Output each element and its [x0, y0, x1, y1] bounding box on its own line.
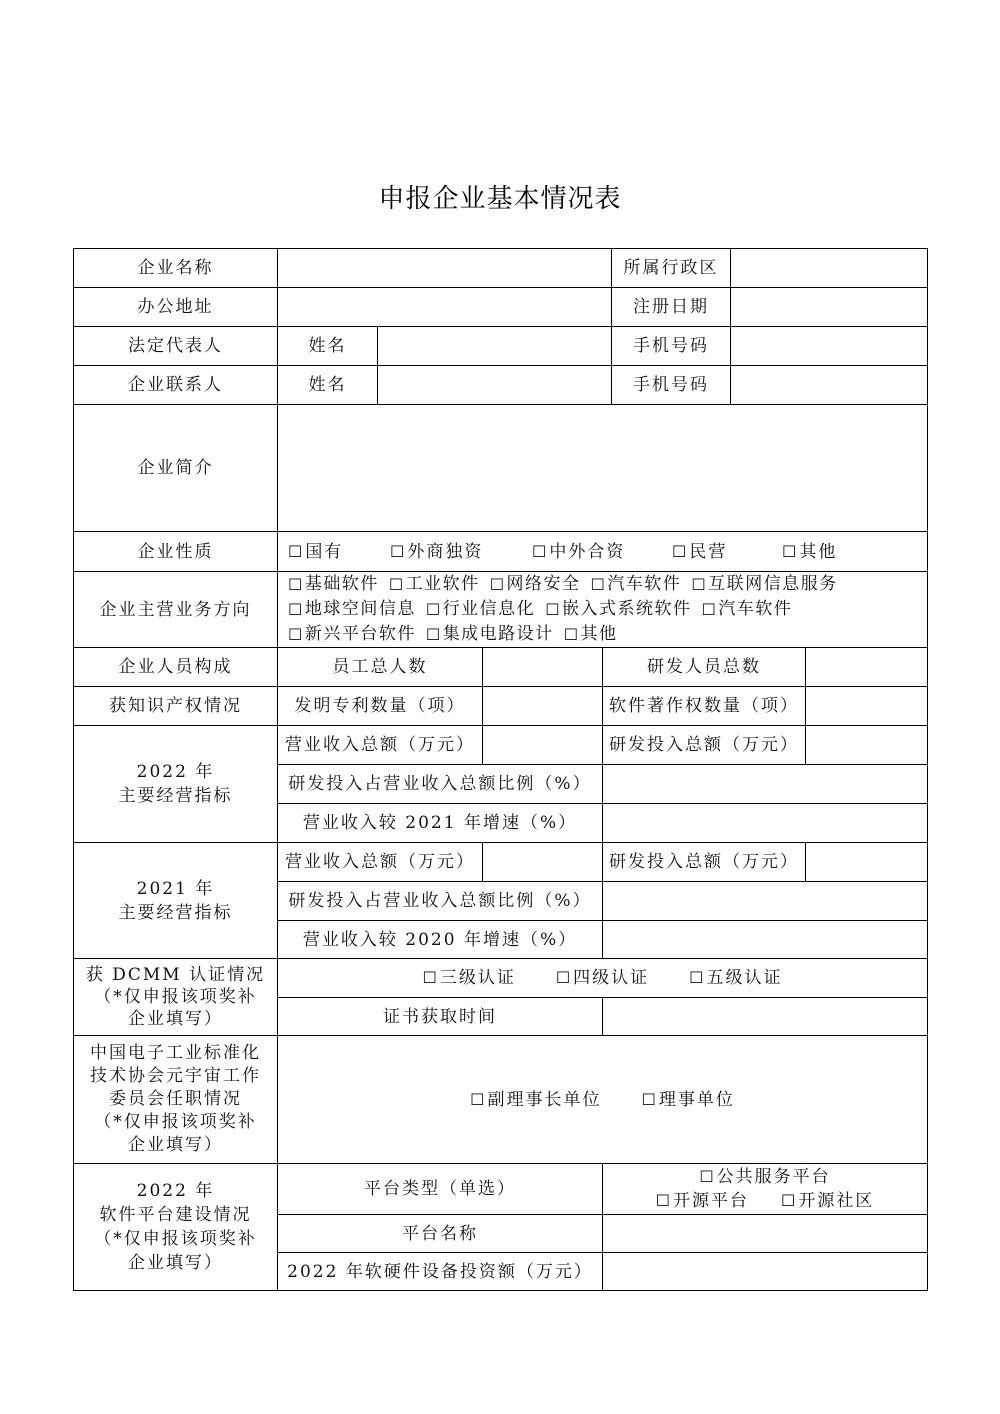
ops-2021-ratio-label: 研发投入占营业收入总额比例（%）: [277, 881, 603, 921]
dcmm-label: 获 DCMM 认证情况 （*仅申报该项奖补 企业填写）: [73, 958, 278, 1036]
dcmm-option-level5[interactable]: ☐ 五级认证: [689, 968, 783, 988]
checkbox-icon: ☐: [489, 575, 506, 594]
staff-total-label: 员工总人数: [277, 647, 483, 687]
ops-2022-rd-invest-field[interactable]: [805, 725, 928, 765]
checkbox-icon: ☐: [689, 968, 706, 987]
nature-option-joint[interactable]: ☐ 中外合资: [532, 541, 626, 562]
ops-2021-label: 2021 年 主要经营指标: [73, 842, 278, 959]
business-option[interactable]: ☐ 汽车软件: [591, 572, 682, 597]
business-option[interactable]: ☐ 其他: [564, 622, 618, 647]
platform-label: 2022 年 软件平台建设情况 （*仅申报该项奖补 企业填写）: [73, 1163, 278, 1291]
ops-2021-revenue-label: 营业收入总额（万元）: [277, 842, 483, 882]
platform-name-label: 平台名称: [277, 1214, 603, 1253]
checkbox-icon: ☐: [672, 541, 689, 561]
ops-2022-label: 2022 年 主要经营指标: [73, 725, 278, 843]
business-label: 企业主营业务方向: [73, 571, 278, 648]
nature-label: 企业性质: [73, 531, 278, 572]
checkbox-icon: ☐: [781, 1191, 798, 1210]
platform-type-label: 平台类型（单选）: [277, 1163, 603, 1215]
business-options: [277, 571, 928, 648]
ops-2022-ratio-label: 研发投入占营业收入总额比例（%）: [277, 764, 603, 804]
platform-option-community[interactable]: ☐ 开源社区: [781, 1191, 875, 1211]
platform-option-open-source[interactable]: ☐ 开源平台: [655, 1191, 749, 1211]
business-options-line-1: [288, 572, 838, 597]
investment-field[interactable]: [602, 1252, 928, 1291]
ip-label: 获知识产权情况: [73, 686, 278, 726]
checkbox-icon: ☐: [288, 625, 304, 644]
contact-phone-label: 手机号码: [611, 365, 731, 405]
nature-options: [277, 531, 928, 572]
ops-2021-growth-field[interactable]: [602, 920, 928, 959]
nature-option-private[interactable]: ☐ 民营: [672, 541, 728, 562]
ops-2021-growth-label: 营业收入较 2020 年增速（%）: [277, 920, 603, 959]
checkbox-icon: ☐: [563, 625, 580, 644]
patent-count-label: 发明专利数量（项）: [277, 686, 483, 726]
role-option-director[interactable]: ☐ 理事单位: [641, 1089, 735, 1110]
business-option[interactable]: ☐ 行业信息化: [426, 597, 535, 622]
checkbox-icon: ☐: [532, 541, 549, 561]
business-option[interactable]: ☐ 网络安全: [490, 572, 581, 597]
association-label: 中国电子工业标准化 技术协会元宇宙工作 委员会任职情况 （*仅申报该项奖补 企业填写）: [73, 1035, 278, 1164]
business-option[interactable]: ☐ 工业软件: [389, 572, 480, 597]
contact-name-label: 姓名: [277, 365, 378, 405]
software-copyright-label: 软件著作权数量（项）: [602, 686, 806, 726]
company-name-label: 企业名称: [73, 248, 278, 288]
checkbox-icon: ☐: [545, 600, 562, 619]
business-options-line-3: [288, 622, 618, 647]
checkbox-icon: ☐: [782, 541, 799, 561]
checkbox-icon: ☐: [425, 625, 442, 644]
ops-2022-rd-invest-label: 研发投入总额（万元）: [602, 725, 806, 765]
legal-rep-name-field[interactable]: [377, 326, 612, 366]
staff-label: 企业人员构成: [73, 647, 278, 687]
ops-2022-revenue-label: 营业收入总额（万元）: [277, 725, 483, 765]
nature-option-state[interactable]: ☐ 国有: [288, 541, 344, 562]
legal-rep-label: 法定代表人: [73, 326, 278, 366]
checkbox-icon: ☐: [425, 600, 442, 619]
platform-option-public[interactable]: ☐ 公共服务平台: [699, 1167, 831, 1187]
nature-option-foreign[interactable]: ☐ 外商独资: [390, 541, 484, 562]
region-label: 所属行政区: [611, 248, 731, 288]
ops-2022-growth-label: 营业收入较 2021 年增速（%）: [277, 803, 603, 843]
checkbox-icon: ☐: [288, 541, 305, 561]
ops-2021-revenue-field[interactable]: [482, 842, 603, 882]
role-option-vice-chair[interactable]: ☐ 副理事长单位: [470, 1089, 602, 1110]
ops-2021-rd-invest-label: 研发投入总额（万元）: [602, 842, 806, 882]
platform-options-row: [656, 1189, 875, 1213]
association-options: [277, 1035, 928, 1164]
dcmm-option-level3[interactable]: ☐ 三级认证: [422, 968, 516, 988]
registration-date-field[interactable]: [730, 287, 928, 327]
business-option[interactable]: ☐ 新兴平台软件: [288, 622, 416, 647]
checkbox-icon: ☐: [470, 1089, 487, 1109]
office-address-field[interactable]: [277, 287, 612, 327]
rd-staff-field[interactable]: [805, 647, 928, 687]
contact-label: 企业联系人: [73, 365, 278, 405]
checkbox-icon: ☐: [288, 600, 304, 619]
legal-rep-phone-label: 手机号码: [611, 326, 731, 366]
checkbox-icon: ☐: [390, 541, 407, 561]
business-option[interactable]: ☐ 互联网信息服务: [691, 572, 837, 597]
legal-rep-name-label: 姓名: [277, 326, 378, 366]
platform-type-options: [602, 1163, 928, 1215]
checkbox-icon: ☐: [699, 1167, 716, 1186]
business-options-line-2: [288, 597, 792, 622]
platform-name-field[interactable]: [602, 1214, 928, 1253]
cert-time-label: 证书获取时间: [277, 997, 603, 1036]
investment-label: 2022 年软硬件设备投资额（万元）: [277, 1252, 603, 1291]
business-option[interactable]: ☐ 汽车软件: [702, 597, 793, 622]
dcmm-option-level4[interactable]: ☐ 四级认证: [555, 968, 650, 988]
checkbox-icon: ☐: [641, 1089, 658, 1109]
business-option[interactable]: ☐ 嵌入式系统软件: [545, 597, 691, 622]
staff-total-field[interactable]: [482, 647, 603, 687]
rd-staff-label: 研发人员总数: [602, 647, 806, 687]
business-option[interactable]: ☐ 地球空间信息: [288, 597, 416, 622]
checkbox-icon: ☐: [388, 575, 405, 594]
contact-name-field[interactable]: [377, 365, 612, 405]
dcmm-options: [277, 958, 928, 998]
checkbox-icon: ☐: [590, 575, 607, 594]
business-option[interactable]: ☐ 集成电路设计: [426, 622, 554, 647]
checkbox-icon: ☐: [422, 968, 439, 987]
checkbox-icon: ☐: [555, 968, 573, 987]
checkbox-icon: ☐: [691, 575, 708, 594]
company-name-field[interactable]: [277, 248, 612, 288]
region-field[interactable]: [730, 248, 928, 288]
intro-label: 企业简介: [73, 404, 278, 532]
form-title: 申报企业基本情况表: [378, 184, 622, 214]
ops-2021-rd-invest-field[interactable]: [805, 842, 928, 882]
ops-2021-ratio-field[interactable]: [602, 881, 928, 921]
ops-2022-ratio-field[interactable]: [602, 764, 928, 804]
registration-date-label: 注册日期: [611, 287, 731, 327]
checkbox-icon: ☐: [655, 1191, 672, 1210]
legal-rep-phone-field[interactable]: [730, 326, 928, 366]
checkbox-icon: ☐: [288, 575, 304, 594]
intro-field[interactable]: [277, 404, 928, 532]
ops-2022-growth-field[interactable]: [602, 803, 928, 843]
ops-2022-revenue-field[interactable]: [482, 725, 603, 765]
checkbox-icon: ☐: [701, 600, 718, 619]
patent-count-field[interactable]: [482, 686, 603, 726]
software-copyright-field[interactable]: [805, 686, 928, 726]
cert-time-field[interactable]: [602, 997, 928, 1036]
office-address-label: 办公地址: [73, 287, 278, 327]
nature-option-other[interactable]: ☐ 其他: [782, 541, 838, 562]
contact-phone-field[interactable]: [730, 365, 928, 405]
business-option[interactable]: ☐ 基础软件: [288, 572, 379, 597]
